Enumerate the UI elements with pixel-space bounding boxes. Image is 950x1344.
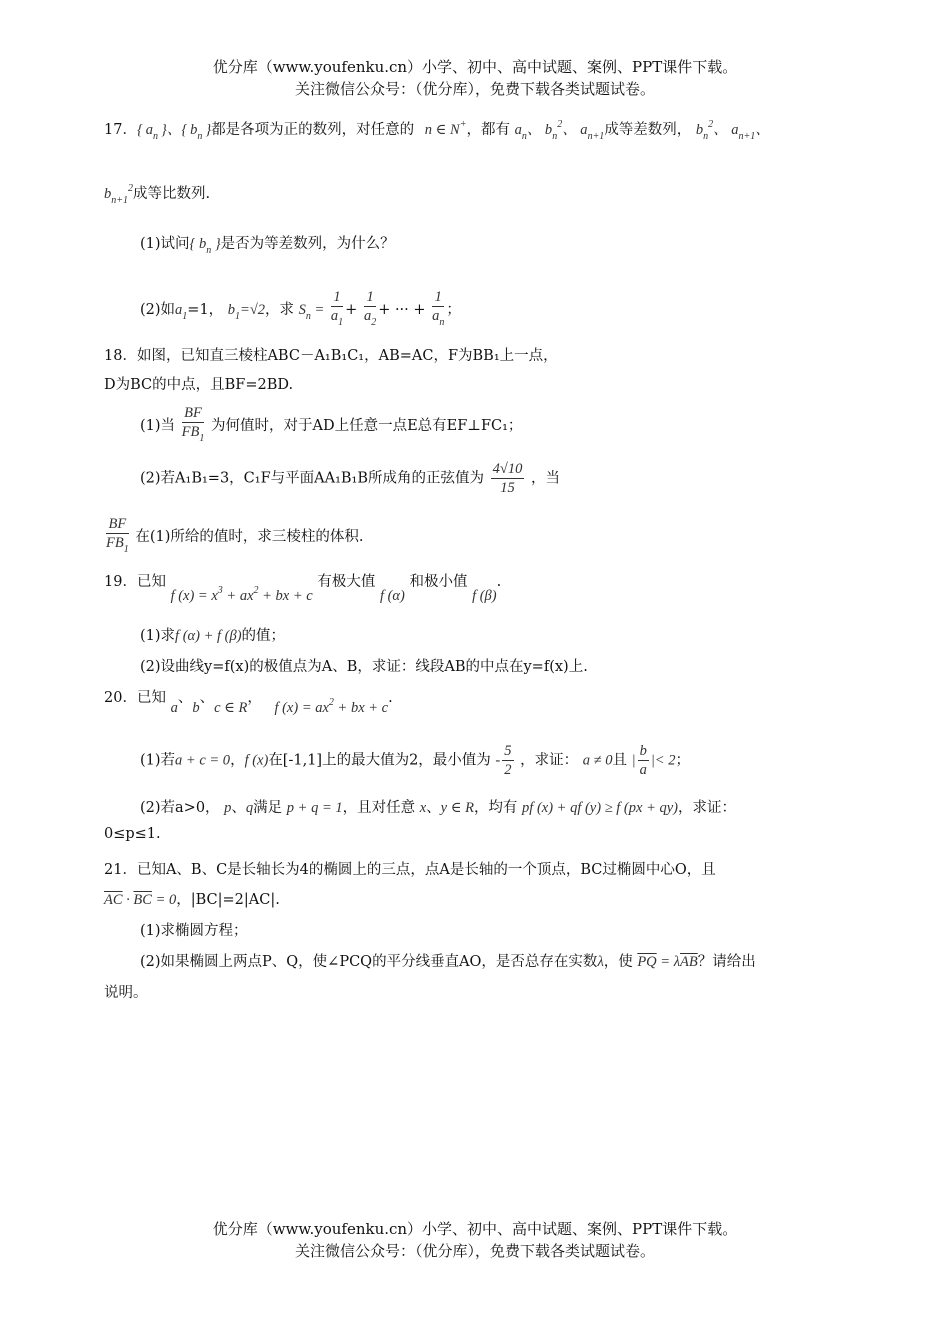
q18-line-1: 18．如图，已知直三棱柱ABC－A₁B₁C₁，AB=AC，F为BB₁上一点， xyxy=(104,348,558,364)
q21-line-1: 21．已知A、B、C是长轴长为4的椭圆上的三点，点A是长轴的一个顶点，BC过椭圆中心O，且 xyxy=(104,862,716,878)
q20-line-1: 20．已知 a、b、c ∈ R， f $(x) = ax^2$ + bx + c. xyxy=(104,690,393,716)
q18-part-1: (1)当 $\frac{BF}{FB_1}$ 为何值时，对于AD上任意一点E总有EF⊥FC₁； xyxy=(140,405,523,444)
q20-part-1: (1)若a + c = 0，f (x)在[-1,1]上的最大值为2，最小值为 - $\frac{5}{2}$ ，求证： a ≠ 0且 | $\frac{b}{a}$ |< 2； xyxy=(140,743,690,778)
q21-part-2: (2)如果椭圆上两点P、Q，使∠PCQ的平分线垂直AO，是否总存在实数λ，使 $\overline{PQ} = \lambda\overline{AB}$？请给出 xyxy=(140,954,756,970)
q17-text-2: ，都有 xyxy=(466,122,510,138)
q17-text-1: 都是各项为正的数列，对任意的 xyxy=(211,122,415,138)
q17-line-1: 17．{ $a_n$ }、{ $b_n$ }都是各项为正的数列，对任意的 n ∈ N+，都有 $a_n$、 $b_n^2$、 $a_{n+1}$成等差数列， $b_n^2$、 $a_{n+1}$、 xyxy=(104,119,770,142)
page-footer xyxy=(0,1218,950,1262)
footer-line-1: 优分库（www.youfenku.cn）小学、初中、高中试题、案例、PPT课件下载。 xyxy=(212,1220,738,1238)
q17-number: 17． xyxy=(104,122,137,138)
q18-line-2: D为BC的中点，且BF=2BD. xyxy=(104,377,294,393)
q17-text-3: 成等差数列， xyxy=(604,122,692,138)
q20-part-3: 0≤p≤1. xyxy=(104,826,161,842)
q17-part-2: (2)如$a_1=1$， $b_1=√2$，求 $S_n$ = $\frac{1}{a_1}$ + $\frac{1}{a_2}$ + ··· + $\frac{1}{a_n}$ ； xyxy=(140,289,461,328)
q19-part-2: (2)设曲线y=f(x)的极值点为A、B，求证：线段AB的中点在y=f(x)上. xyxy=(140,659,588,675)
page-header xyxy=(0,56,950,100)
header-line-1: 优分库（www.youfenku.cn）小学、初中、高中试题、案例、PPT课件下载。 xyxy=(212,58,738,76)
q19-part-1: (1)求f (α) + f (β)的值； xyxy=(140,628,286,644)
q21-line-2: $\overline{AC} \cdot \overline{BC} = 0$，|BC|=2|AC|. xyxy=(104,892,280,908)
q17-line-2: $b_{n+1}^2$成等比数列. xyxy=(104,183,211,206)
footer-line-2: 关注微信公众号：（优分库），免费下载各类试题试卷。 xyxy=(294,1242,655,1260)
q18-part-3: $\frac{BF}{FB_1}$ 在(1)所给的值时，求三棱柱的体积. xyxy=(106,516,364,555)
q17-part-1: (1)试问{ $b_n$ }是否为等差数列，为什么？ xyxy=(140,236,395,256)
header-line-2: 关注微信公众号：（优分库），免费下载各类试题试卷。 xyxy=(294,80,655,98)
q17-text-4: 成等比数列. xyxy=(133,186,211,202)
q20-part-2: (2)若a>0， p、q满足 p + q = 1，且对任意 x、y ∈ R，均有 pf (x) + qf (y) ≥ f (px + qy)，求证： xyxy=(140,800,736,816)
q21-part-3: 说明。 xyxy=(104,985,148,1001)
q21-part-1: (1)求椭圆方程； xyxy=(140,923,248,939)
q19-line-1: 19．已知 f $(x) = x^3 + ax^2$ + bx + c 有极大值 f (α) 和极小值 f (β). xyxy=(104,574,502,604)
q18-part-2: (2)若A₁B₁=3，C₁F与平面AA₁B₁B所成角的正弦值为 $\frac{4√10}{15}$ ，当 xyxy=(140,461,560,496)
